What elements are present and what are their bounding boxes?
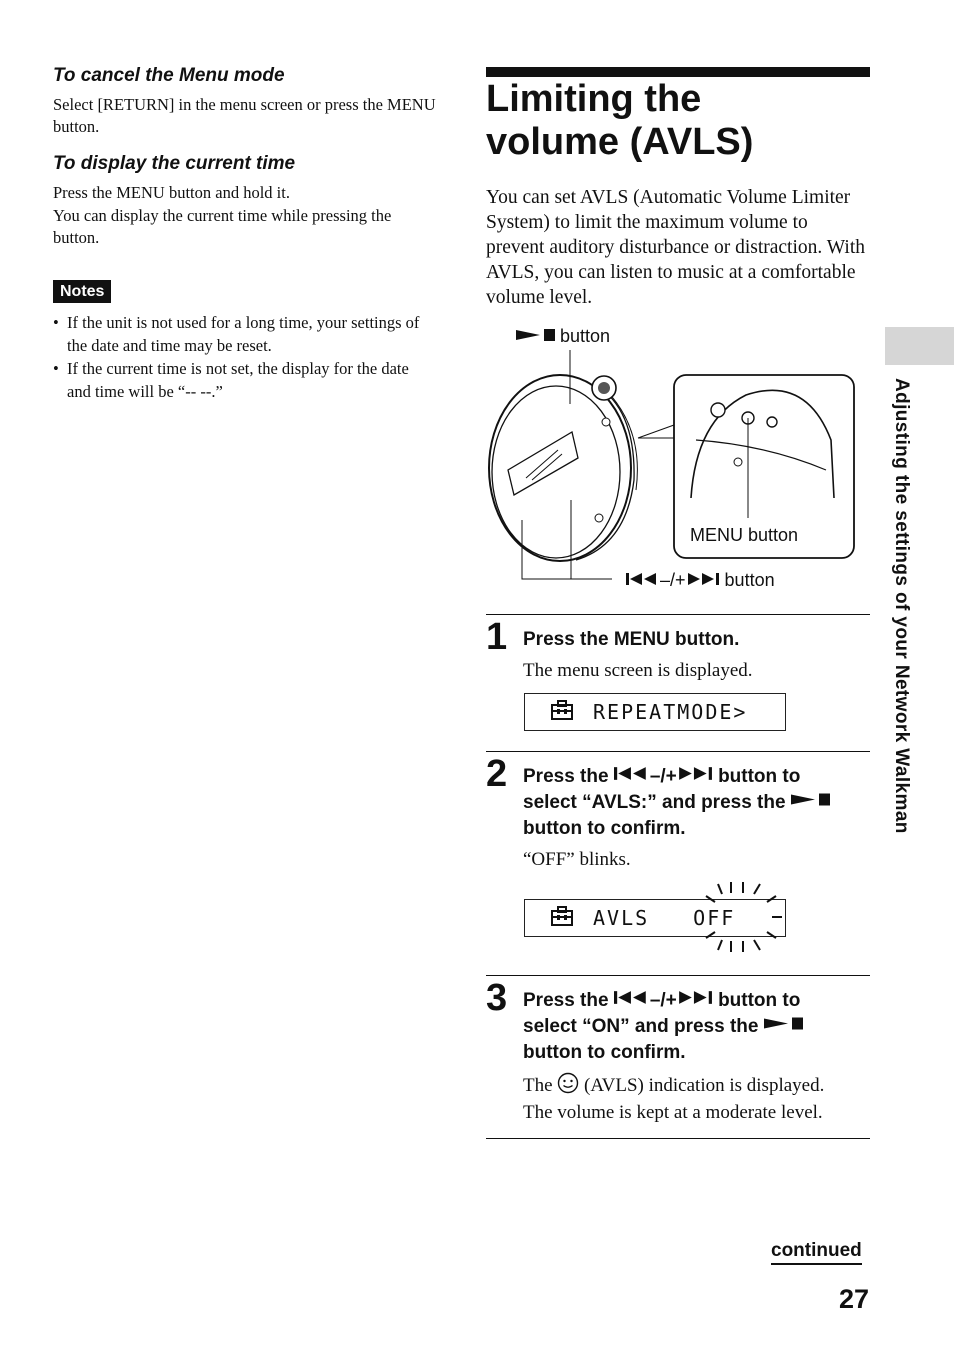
play-stop-icon	[516, 327, 560, 348]
lcd-repeatmode: REPEATMODE>	[524, 693, 786, 731]
page-title	[486, 78, 753, 164]
prev-icon	[614, 764, 650, 790]
step-1-sub: The menu screen is displayed.	[523, 660, 753, 681]
step-1-number: 1	[486, 616, 508, 658]
title-bar	[486, 67, 870, 77]
play-stop-icon	[764, 1014, 808, 1040]
display-time-heading: To display the current time	[53, 153, 296, 174]
menu-button-label: MENU button	[690, 525, 799, 545]
notes-badge: Notes	[53, 280, 111, 303]
note-item: • If the unit is not used for a long time, your settings of the date and time may be reset.	[53, 311, 423, 357]
cancel-menu-heading: To cancel the Menu mode	[53, 65, 285, 86]
continued-label: continued	[771, 1240, 862, 1265]
step-divider	[486, 975, 870, 976]
title-line-1: Limiting the	[486, 78, 702, 120]
prev-icon	[626, 571, 660, 592]
step-3-number: 3	[486, 977, 508, 1019]
section-end-rule	[486, 1138, 870, 1139]
menu-toolbox-icon	[551, 906, 573, 931]
walkman-illustration	[486, 350, 866, 590]
menu-toolbox-icon	[551, 700, 573, 725]
chapter-tab	[885, 327, 954, 365]
lcd-avls-off: AVLS OFF	[524, 899, 786, 937]
next-icon	[686, 571, 720, 592]
skip-label: –/+ button	[626, 570, 775, 592]
step-divider	[486, 614, 870, 615]
next-icon	[677, 764, 713, 790]
step-3-sub: The (AVLS) indication is displayed. The volume is kept at a moderate level.	[523, 1072, 873, 1125]
step-2-heading: Press the –/+ button to select “AVLS:” and press the button to confirm.	[523, 764, 873, 842]
display-time-body-2: You can display the current time while pressing the button.	[53, 206, 392, 247]
next-icon	[677, 988, 713, 1014]
play-stop-label: button	[516, 326, 610, 348]
step-divider	[486, 751, 870, 752]
step-2-number: 2	[486, 753, 508, 795]
chapter-sidebar-text: Adjusting the settings of your Network Walkman	[891, 378, 912, 834]
title-line-2: volume (AVLS)	[486, 121, 754, 163]
intro-paragraph: You can set AVLS (Automatic Volume Limiter System) to limit the maximum volume to prevent auditory disturbance or distraction. With AVLS, you can listen to music at a comfortable volume level.	[486, 187, 866, 308]
page-number: 27	[839, 1284, 870, 1314]
avls-smiley-icon	[557, 1072, 579, 1101]
note-item: • If the current time is not set, the display for the date and time will be “-- --.”	[53, 357, 423, 403]
lcd-off-value: OFF	[693, 906, 736, 930]
step-3-heading: Press the –/+ button to select “ON” and press the button to confirm.	[523, 988, 873, 1066]
play-stop-icon	[791, 790, 835, 816]
cancel-menu-body: Select [RETURN] in the menu screen or press the MENU button.	[53, 95, 436, 136]
step-1-heading: Press the MENU button.	[523, 629, 740, 650]
notes-list	[53, 311, 423, 403]
display-time-body-1: Press the MENU button and hold it.	[53, 183, 290, 202]
step-2-sub: “OFF” blinks.	[523, 849, 631, 870]
prev-icon	[614, 988, 650, 1014]
